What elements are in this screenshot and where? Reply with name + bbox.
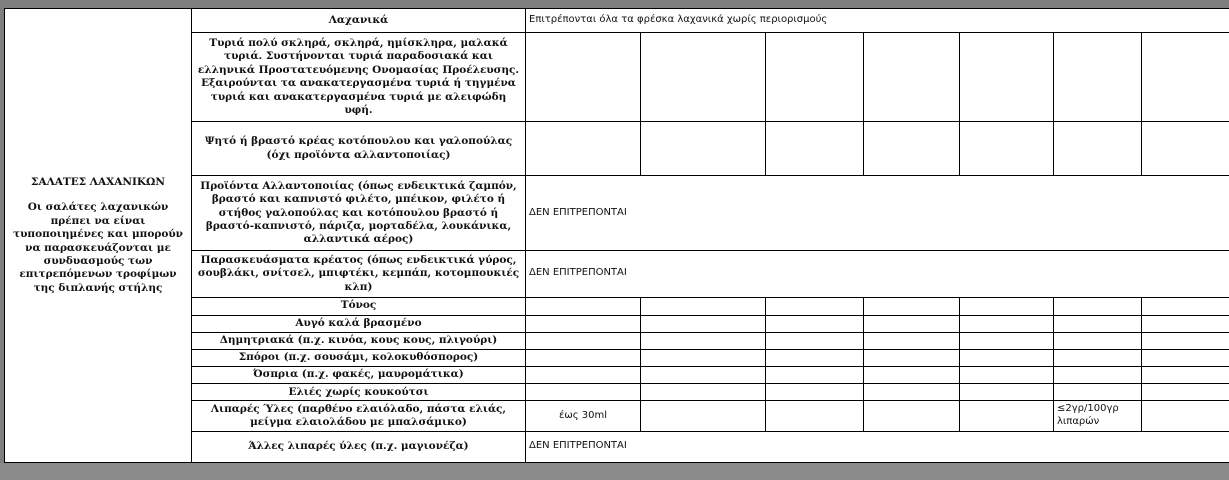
table-cell — [766, 332, 864, 349]
table-cell — [766, 33, 864, 122]
table-cell — [766, 121, 864, 175]
table-cell — [960, 33, 1054, 122]
table-cell — [1142, 315, 1229, 332]
row-label: Όσπρια (π.χ. φακές, μαυρομάτικα) — [192, 367, 526, 384]
table-cell — [1054, 33, 1142, 122]
table-cell — [960, 384, 1054, 401]
table-cell: έως 30ml — [526, 401, 641, 431]
table-cell — [526, 384, 641, 401]
table-cell — [526, 33, 641, 122]
table-cell — [526, 315, 641, 332]
table-cell — [864, 384, 960, 401]
section-cell — [5, 9, 192, 463]
table-cell — [641, 349, 766, 366]
table-cell — [526, 367, 641, 384]
table-cell — [526, 349, 641, 366]
row-label: Λιπαρές Ύλες (παρθένο ελαιόλαδο, πάστα ελιάς, μείγμα ελαιολάδου με μπαλσάμικο) — [192, 401, 526, 431]
table-cell — [1142, 332, 1229, 349]
table-cell — [864, 349, 960, 366]
table-cell — [1054, 384, 1142, 401]
row-note: Επιτρέπονται όλα τα φρέσκα λαχανικά χωρίς περιορισμούς — [526, 9, 1229, 33]
table-cell — [960, 121, 1054, 175]
table-cell — [641, 297, 766, 315]
table-cell — [641, 332, 766, 349]
row-label: Ελιές χωρίς κουκούτσι — [192, 384, 526, 401]
table-row — [5, 9, 1229, 33]
table-cell — [641, 315, 766, 332]
section-description: Οι σαλάτες λαχανικών πρέπει να είναι τυποποιημένες και μπορούν να παρασκευάζονται με συνδυασμούς των επιτρεπόμενων τροφίμων της διπλανής στήλης — [13, 201, 183, 294]
table-cell — [960, 332, 1054, 349]
table-cell — [1054, 367, 1142, 384]
row-label: Παρασκευάσματα κρέατος (όπως ενδεικτικά γύρος, σουβλάκι, σνίτσελ, μπιφτέκι, κεμπάπ, κοτομπουκιές κλπ) — [192, 251, 526, 297]
table-cell — [1142, 401, 1229, 431]
table-cell — [864, 297, 960, 315]
row-note: ΔΕΝ ΕΠΙΤΡΕΠΟΝΤΑΙ — [526, 431, 1229, 462]
row-label: Δημητριακά (π.χ. κινόα, κους κους, πλιγούρι) — [192, 332, 526, 349]
table-cell — [864, 332, 960, 349]
table-cell — [864, 367, 960, 384]
table-cell — [1142, 121, 1229, 175]
section-title: ΣΑΛΑΤΕΣ ΛΑΧΑΝΙΚΩΝ — [31, 175, 165, 188]
table-cell — [766, 367, 864, 384]
table-cell — [960, 315, 1054, 332]
table-cell — [960, 349, 1054, 366]
table-cell — [960, 367, 1054, 384]
table-cell — [1054, 297, 1142, 315]
table-cell — [864, 121, 960, 175]
table-cell — [766, 315, 864, 332]
table-cell — [1054, 121, 1142, 175]
table-cell — [1142, 384, 1229, 401]
food-rules-table — [4, 8, 1229, 463]
table-cell — [766, 401, 864, 431]
table-cell — [526, 297, 641, 315]
row-label: Σπόροι (π.χ. σουσάμι, κολοκυθόσπορος) — [192, 349, 526, 366]
row-note: ΔΕΝ ΕΠΙΤΡΕΠΟΝΤΑΙ — [526, 176, 1229, 251]
table-cell — [864, 401, 960, 431]
table-cell — [526, 332, 641, 349]
table-cell — [864, 33, 960, 122]
table-cell — [641, 401, 766, 431]
bottom-border-band — [0, 463, 1229, 480]
row-label: Άλλες λιπαρές ύλες (π.χ. μαγιονέζα) — [192, 431, 526, 462]
table-cell — [526, 121, 641, 175]
table-cell — [1054, 315, 1142, 332]
row-label: Ψητό ή βραστό κρέας κοτόπουλου και γαλοπούλας (όχι προϊόντα αλλαντοποιίας) — [192, 121, 526, 175]
table-cell — [1054, 349, 1142, 366]
table-cell — [1142, 297, 1229, 315]
row-label: Αυγό καλά βρασμένο — [192, 315, 526, 332]
row-label: Προϊόντα Αλλαντοποιίας (όπως ενδεικτικά ζαμπόν, βραστό και καπνιστό φιλέτο, μπέικον, φιλέτο ή στήθος γαλοπούλας και κοτόπουλου βραστό ή βραστό-καπνιστό, πάριζα, μορταδέλα, λουκάνικα, αλλαντικά αέρος) — [192, 176, 526, 251]
row-label: Τυριά πολύ σκληρά, σκληρά, ημίσκληρα, μαλακά τυριά. Συστήνονται τυριά παραδοσιακά και ελληνικά Προστατευόμενης Ονομασίας Προέλευσης. Εξαιρούνται τα ανακατεργασμένα τυριά ή τηγμένα τυριά και ανακατεργασμένα τυριά με αλειφώδη υφή. — [192, 33, 526, 122]
row-label: Λαχανικά — [192, 9, 526, 33]
table-cell — [641, 121, 766, 175]
table-cell — [766, 297, 864, 315]
top-border-band — [0, 0, 1229, 8]
table-cell — [641, 367, 766, 384]
table-cell — [766, 349, 864, 366]
table-cell — [1054, 332, 1142, 349]
table-cell — [1142, 349, 1229, 366]
table-cell — [766, 384, 864, 401]
table-cell — [1142, 367, 1229, 384]
table-cell — [1142, 33, 1229, 122]
table-cell — [641, 384, 766, 401]
table-cell — [864, 315, 960, 332]
table-cell — [960, 401, 1054, 431]
table-cell: ≤2γρ/100γρ λιπαρών — [1054, 401, 1142, 431]
row-note: ΔΕΝ ΕΠΙΤΡΕΠΟΝΤΑΙ — [526, 251, 1229, 297]
row-label: Τόνος — [192, 297, 526, 315]
table-cell — [641, 33, 766, 122]
table-cell — [960, 297, 1054, 315]
